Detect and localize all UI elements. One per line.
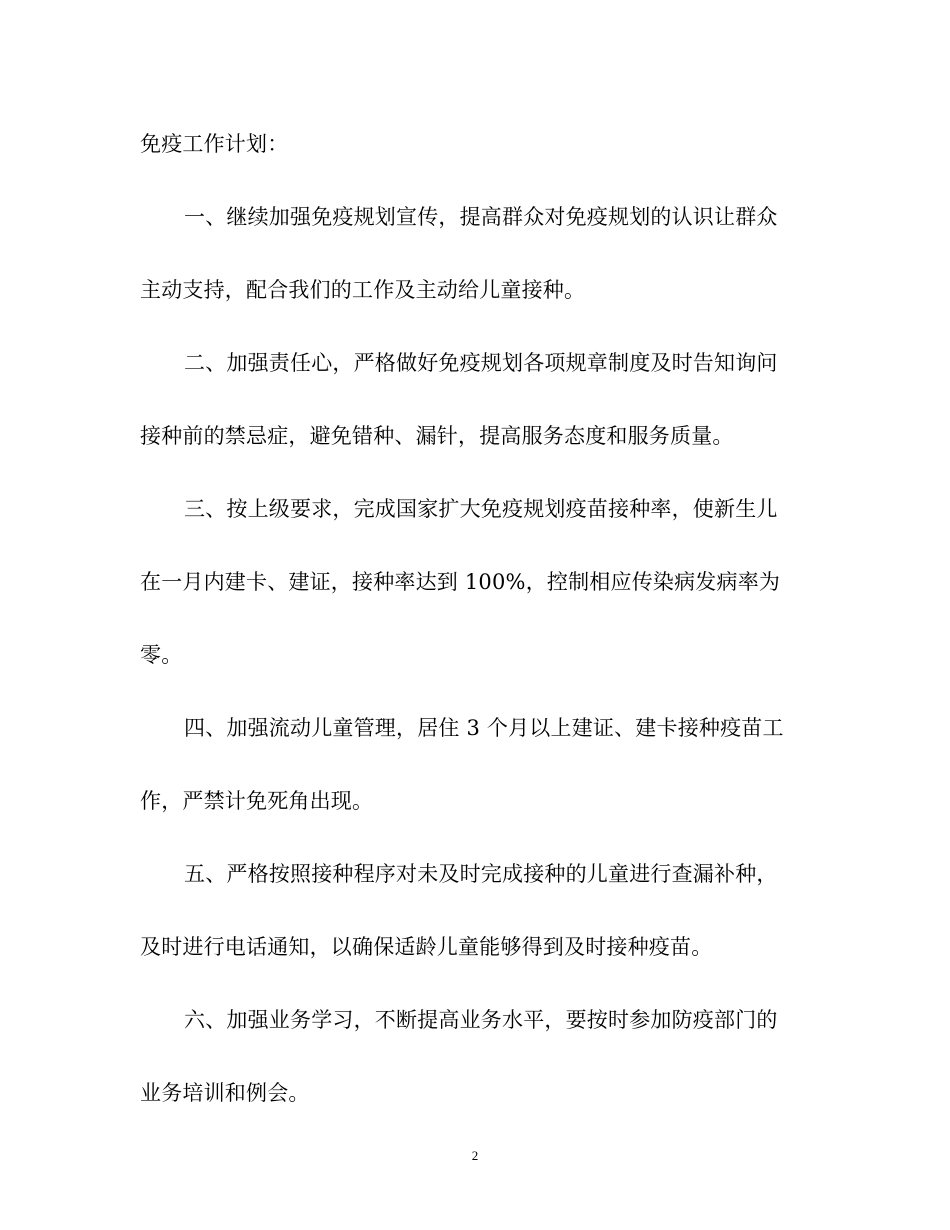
paragraph-line: 及时进行电话通知，以确保适龄儿童能够得到及时接种疫苗。 xyxy=(140,935,713,959)
paragraph-line: 三、按上级要求，完成国家扩大免疫规划疫苗接种率，使新生儿 xyxy=(184,497,778,521)
paragraph-line: 在一月内建卡、建证，接种率达到 100%，控制相应传染病发病率为 xyxy=(140,570,781,594)
document-body xyxy=(140,123,800,1145)
paragraph-line: 五、严格按照接种程序对未及时完成接种的儿童进行查漏补种， xyxy=(184,862,778,886)
paragraph-4 xyxy=(140,707,800,853)
paragraph-line: 六、加强业务学习，不断提高业务水平，要按时参加防疫部门的 xyxy=(184,1008,778,1032)
paragraph-line: 接种前的禁忌症，避免错种、漏针，提高服务态度和服务质量。 xyxy=(140,424,734,448)
paragraph-6 xyxy=(140,999,800,1145)
paragraph-3 xyxy=(140,488,800,707)
paragraph-line: 四、加强流动儿童管理，居住 3 个月以上建证、建卡接种疫苗工 xyxy=(184,716,784,740)
paragraph-line: 作，严禁计免死角出现。 xyxy=(140,789,374,813)
paragraph-line: 一、继续加强免疫规划宣传，提高群众对免疫规划的认识让群众 xyxy=(184,205,778,229)
document-heading: 免疫工作计划： xyxy=(140,132,289,156)
paragraph-1 xyxy=(140,196,800,342)
paragraph-line: 业务培训和例会。 xyxy=(140,1081,310,1105)
paragraph-line: 零。 xyxy=(140,643,183,667)
page-number: 2 xyxy=(471,1148,479,1163)
paragraph-line: 主动支持，配合我们的工作及主动给儿童接种。 xyxy=(140,278,586,302)
paragraph-line: 二、加强责任心，严格做好免疫规划各项规章制度及时告知询问 xyxy=(184,351,778,375)
paragraph-5 xyxy=(140,853,800,999)
paragraph-2 xyxy=(140,342,800,488)
